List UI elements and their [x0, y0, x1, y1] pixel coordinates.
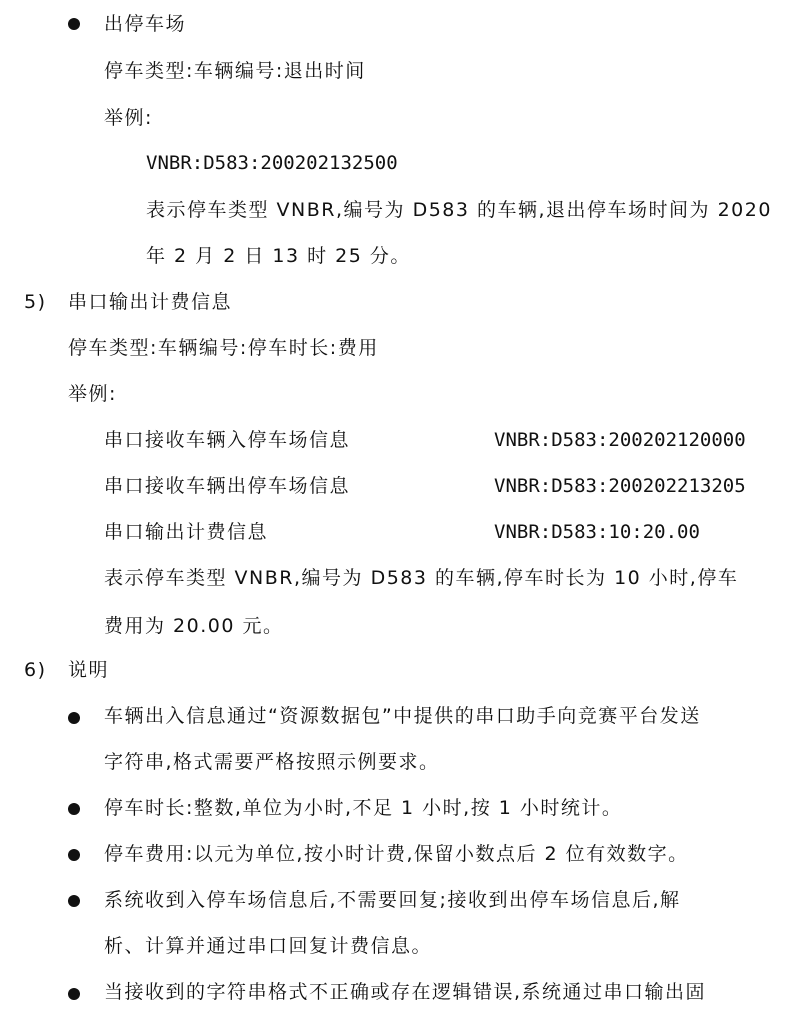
note-line: 当接收到的字符串格式不正确或存在逻辑错误,系统通过串口输出固: [104, 981, 707, 1003]
exit-explain-line2: 年 2 月 2 日 13 时 25 分。: [146, 245, 411, 267]
bullet-dot: [68, 849, 80, 861]
exit-section-title: 出停车场: [104, 13, 187, 35]
example-row-value: VNBR:D583:200202213205: [494, 475, 746, 497]
bullet-dot: [68, 895, 80, 907]
section5-example-label: 举例:: [68, 383, 117, 405]
exit-example-code: VNBR:D583:200202132500: [146, 152, 398, 174]
bullet-dot: [68, 803, 80, 815]
note-line: 字符串,格式需要严格按照示例要求。: [104, 751, 440, 773]
section5-explain-line2: 费用为 20.00 元。: [104, 615, 284, 637]
note-line: 系统收到入停车场信息后,不需要回复;接收到出停车场信息后,解: [104, 889, 681, 911]
section5-explain-line1: 表示停车类型 VNBR,编号为 D583 的车辆,停车时长为 10 小时,停车: [104, 567, 739, 589]
note-line: 车辆出入信息通过“资源数据包”中提供的串口助手向竞赛平台发送: [104, 705, 701, 727]
exit-explain-line1: 表示停车类型 VNBR,编号为 D583 的车辆,退出停车场时间为 2020: [146, 199, 772, 221]
bullet-dot: [68, 18, 80, 30]
note-line: 停车时长:整数,单位为小时,不足 1 小时,按 1 小时统计。: [104, 797, 623, 819]
example-row-label: 串口接收车辆入停车场信息: [104, 429, 351, 451]
bullet-dot: [68, 988, 80, 1000]
example-row: [104, 428, 784, 452]
example-row: [104, 520, 784, 544]
example-row-label: 串口接收车辆出停车场信息: [104, 475, 351, 497]
bullet-dot: [68, 712, 80, 724]
section5-title: 串口输出计费信息: [68, 291, 233, 313]
example-row-value: VNBR:D583:200202120000: [494, 429, 746, 451]
note-line: 析、计算并通过串口回复计费信息。: [104, 935, 433, 957]
example-row: [104, 474, 784, 498]
example-row-label: 串口输出计费信息: [104, 521, 269, 543]
section5-format-line: 停车类型:车辆编号:停车时长:费用: [68, 337, 379, 359]
section6-number: 6): [24, 659, 47, 681]
exit-example-label: 举例:: [104, 107, 153, 129]
example-row-value: VNBR:D583:10:20.00: [494, 521, 700, 543]
section5-number: 5): [24, 291, 47, 313]
note-line: 停车费用:以元为单位,按小时计费,保留小数点后 2 位有效数字。: [104, 843, 689, 865]
exit-format-line: 停车类型:车辆编号:退出时间: [104, 60, 366, 82]
section6-title: 说明: [68, 659, 110, 681]
